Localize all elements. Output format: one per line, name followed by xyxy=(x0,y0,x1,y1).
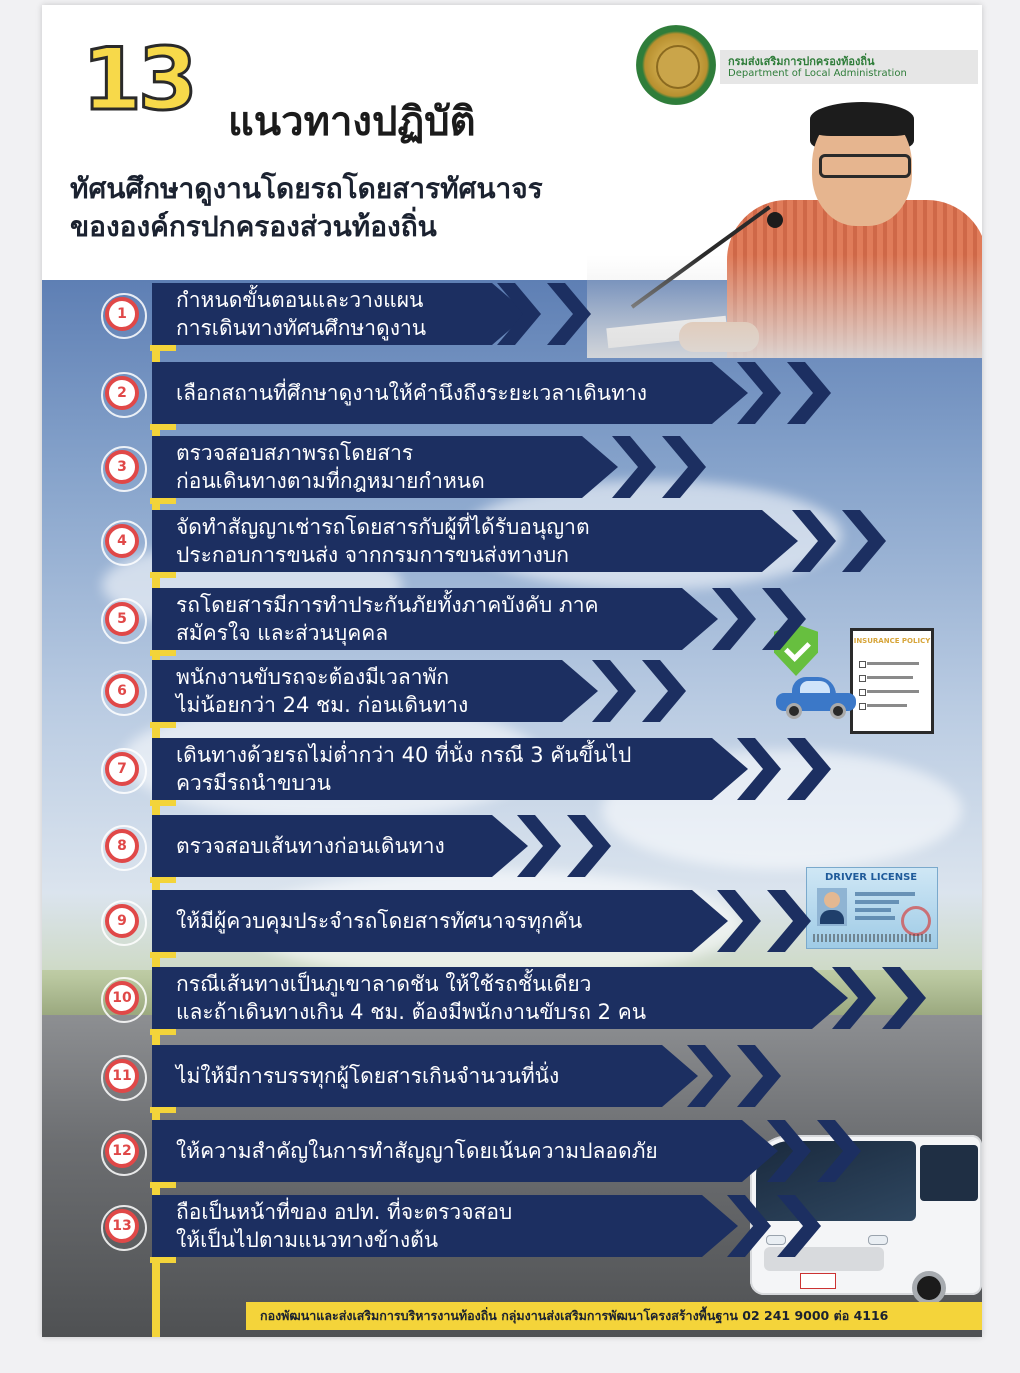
step-text-2: เลือกสถานที่ศึกษาดูงานให้คำนึงถึงระยะเวลาเดินทาง xyxy=(176,381,647,405)
step-number-9: 9 xyxy=(105,904,139,938)
step-banner-9 xyxy=(152,890,692,952)
step-banner-7 xyxy=(152,738,712,800)
title-number: 13 xyxy=(82,30,194,130)
official-photo xyxy=(587,100,982,358)
step-text-9: ให้มีผู้ควบคุมประจำรถโดยสารทัศนาจรทุกคัน xyxy=(176,909,583,933)
step-number-12: 12 xyxy=(105,1134,139,1168)
license-title: DRIVER LICENSE xyxy=(825,872,918,883)
chevron-right-icon xyxy=(662,436,706,498)
step-text-12: ให้ความสำคัญในการทำสัญญาโดยเน้นความปลอดภัย xyxy=(176,1139,658,1163)
chevron-right-icon xyxy=(777,1195,821,1257)
subtitle-line-2: ขององค์กรปกครองส่วนท้องถิ่น xyxy=(70,210,437,243)
step-text-8: ตรวจสอบเส้นทางก่อนเดินทาง xyxy=(176,834,445,858)
chevron-right-icon xyxy=(792,510,836,572)
chevron-right-icon xyxy=(737,362,781,424)
step-text-13: ถือเป็นหน้าที่ของ อปท. ที่จะตรวจสอบ ให้เป็นไปตามแนวทางข้างต้น xyxy=(176,1200,513,1252)
step-number-2: 2 xyxy=(105,376,139,410)
chevron-right-icon xyxy=(787,362,831,424)
chevron-right-icon xyxy=(642,660,686,722)
step-banner-12 xyxy=(152,1120,742,1182)
chevron-right-icon xyxy=(517,815,561,877)
step-banner-1 xyxy=(152,283,492,345)
step-number-3: 3 xyxy=(105,450,139,484)
step-number-11: 11 xyxy=(105,1059,139,1093)
chevron-right-icon xyxy=(842,510,886,572)
step-text-11: ไม่ให้มีการบรรทุกผู้โดยสารเกินจำนวนที่นั่ง xyxy=(176,1064,560,1088)
step-banner-8 xyxy=(152,815,492,877)
page-subtitle xyxy=(70,170,543,246)
chevron-right-icon xyxy=(767,890,811,952)
department-name-en: Department of Local Administration xyxy=(728,68,907,79)
chevron-right-icon xyxy=(817,1120,861,1182)
department-name-th: กรมส่งเสริมการปกครองท้องถิ่น xyxy=(728,55,875,68)
driver-license-icon xyxy=(806,867,938,949)
step-number-4: 4 xyxy=(105,524,139,558)
step-text-10: กรณีเส้นทางเป็นภูเขาลาดชัน ให้ใช้รถชั้นเดียว และถ้าเดินทางเกิน 4 ชม. ต้องมีพนักงานขับรถ 2 คน xyxy=(176,972,647,1024)
step-number-8: 8 xyxy=(105,829,139,863)
chevron-right-icon xyxy=(547,283,591,345)
step-banner-5 xyxy=(152,588,682,650)
step-text-1: กำหนดขั้นตอนและวางแผน การเดินทางทัศนศึกษาดูงาน xyxy=(176,288,427,340)
step-text-7: เดินทางด้วยรถไม่ต่ำกว่า 40 ที่นั่ง กรณี 3 คันขึ้นไป ควรมีรถนำขบวน xyxy=(176,743,632,795)
step-text-3: ตรวจสอบสภาพรถโดยสาร ก่อนเดินทางตามที่กฎหมายกำหนด xyxy=(176,441,485,493)
chevron-right-icon xyxy=(762,588,806,650)
insurance-document-icon xyxy=(850,628,934,734)
chevron-right-icon xyxy=(717,890,761,952)
step-number-7: 7 xyxy=(105,752,139,786)
chevron-right-icon xyxy=(687,1045,731,1107)
step-banner-4 xyxy=(152,510,762,572)
chevron-right-icon xyxy=(567,815,611,877)
chevron-right-icon xyxy=(737,1045,781,1107)
step-banner-10 xyxy=(152,967,812,1029)
step-text-4: จัดทำสัญญาเช่ารถโดยสารกับผู้ที่ได้รับอนุญาต ประกอบการขนส่ง จากกรมการขนส่งทางบก xyxy=(176,515,590,567)
step-banner-11 xyxy=(152,1045,662,1107)
chevron-right-icon xyxy=(882,967,926,1029)
step-banner-3 xyxy=(152,436,582,498)
chevron-right-icon xyxy=(832,967,876,1029)
step-text-6: พนักงานขับรถจะต้องมีเวลาพัก ไม่น้อยกว่า 24 ชม. ก่อนเดินทาง xyxy=(176,665,469,717)
footer-contact: กองพัฒนาและส่งเสริมการบริหารงานท้องถิ่น กลุ่มงานส่งเสริมการพัฒนาโครงสร้างพื้นฐาน 02 241 9000 ต่อ 4116 xyxy=(246,1302,982,1330)
step-text-5: รถโดยสารมีการทำประกันภัยทั้งภาคบังคับ ภาค สมัครใจ และส่วนบุคคล xyxy=(176,593,599,645)
chevron-right-icon xyxy=(712,588,756,650)
chevron-right-icon xyxy=(737,738,781,800)
chevron-right-icon xyxy=(592,660,636,722)
step-number-5: 5 xyxy=(105,602,139,636)
chevron-right-icon xyxy=(767,1120,811,1182)
step-number-10: 10 xyxy=(105,981,139,1015)
department-logo xyxy=(636,25,716,105)
poster xyxy=(42,5,982,1337)
step-number-1: 1 xyxy=(105,297,139,331)
subtitle-line-1: ทัศนศึกษาดูงานโดยรถโดยสารทัศนาจร xyxy=(70,172,543,205)
step-number-13: 13 xyxy=(105,1209,139,1243)
chevron-right-icon xyxy=(497,283,541,345)
chevron-right-icon xyxy=(727,1195,771,1257)
step-banner-2 xyxy=(152,362,712,424)
page-title: แนวทางปฏิบัติ xyxy=(228,99,476,145)
chevron-right-icon xyxy=(787,738,831,800)
step-banner-13 xyxy=(152,1195,702,1257)
insurance-title: INSURANCE POLICY xyxy=(853,637,931,645)
chevron-right-icon xyxy=(612,436,656,498)
step-banner-6 xyxy=(152,660,562,722)
step-number-6: 6 xyxy=(105,674,139,708)
car-icon xyxy=(776,677,856,721)
